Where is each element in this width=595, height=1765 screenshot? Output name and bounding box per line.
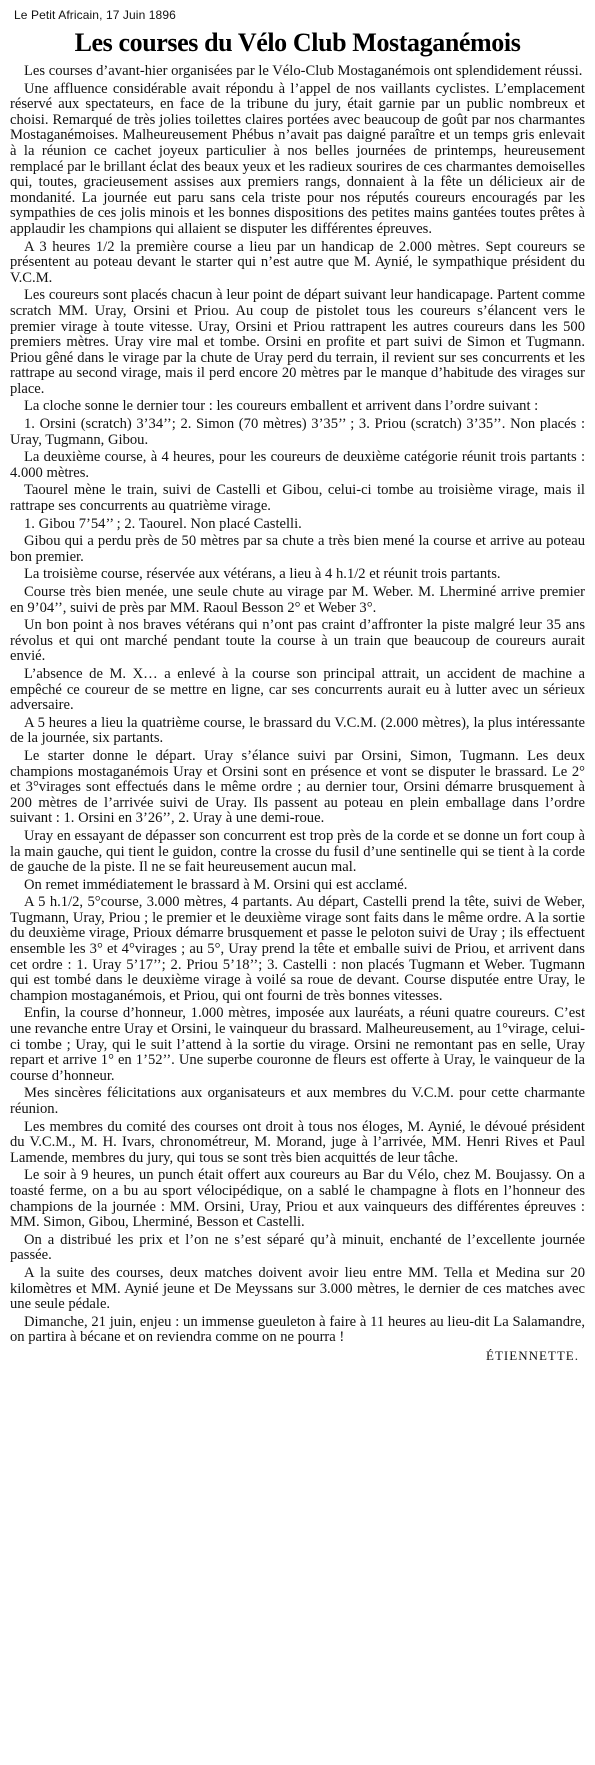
paragraph: La cloche sonne le dernier tour : les coureurs emballent et arrivent dans l’ordre suivant : <box>24 398 539 415</box>
paragraph: On a distribué les prix et l’on ne s’est séparé qu’à minuit, enchanté de l’excellente journée passée. <box>10 1231 585 1264</box>
paragraph: A la suite des courses, deux matches doivent avoir lieu entre MM. Tella et Medina sur 20 kilomètres et MM. Aynié jeune et De Meyssans sur 3.000 mètres, le dernier de ces matches avec une seule pédale. <box>10 1264 585 1313</box>
paragraph: Les coureurs sont placés chacun à leur point de départ suivant leur handicapage. Partent comme scratch MM. Uray, Orsini et Priou. Au coup de pistolet tous les coureurs s’élancent vers le premier virage à toute vitesse. Uray, Orsini et Priou rattrapent les autres coureurs dans les 500 premiers mètres. Uray vire mal et tombe. Orsini en profite et part suivi de Simon et Tugmann. Priou gêné dans le virage par la chute de Uray perd du terrain, il revient sur ses concurrents et les rattrape au second virage, mais il perd encore 20 mètres par le manque d’habitude des virages sur place. <box>10 287 585 397</box>
paragraph: On remet immédiatement le brassard à M. Orsini qui est acclamé. <box>24 876 408 893</box>
paragraph: L’absence de M. X… a enlevé à la course son principal attrait, un accident de machine a empêché ce coureur de se mettre en ligne, car ses concurrents aurait eu à lutter avec un sérieux adversaire. <box>10 665 585 714</box>
author-signature: ÉTIENNETTE. <box>486 1347 579 1363</box>
paragraph: Une affluence considérable avait répondu à l’appel de nos vaillants cyclistes. L’emplacement réservé aux spectateurs, en face de la tribune du jury, était garnie par un public nombreux et choisi. Remarqué de très jolies toilettes claires portées avec beaucoup de goût par nos charmantes Mostaganémoises. Malheureusement Phébus n’avait pas daigné paraître et un temps gris enlevait à la réunion ce cachet joyeux particulier à nos belles journées de printemps, heureusement remplacé par le brillant éclat des beaux yeux et les radieux sourires de ces charmantes demoiselles qui, toutes, gracieusement assises aux premiers rangs, donnaient à la fête un délicieux air de mondanité. La journée eut paru sans cela triste pour nos réputés coureurs encouragés par les sympathies de ces jolis minois et les bonnes dispositions des petites mains gantées toutes prêtes à applaudir les champions qui allaient se disputer les différentes épreuves. <box>10 80 585 237</box>
paragraph: Dimanche, 21 juin, enjeu : un immense gueuleton à faire à 11 heures au lieu-dit La Salamandre, on partira à bécane et on reviendra comme on ne pourra ! <box>10 1313 585 1346</box>
paragraph: Le soir à 9 heures, un punch était offert aux coureurs au Bar du Vélo, chez M. Boujassy. On a toasté ferme, on a bu au sport vélocipédique, on a sablé le champagne à flots en l’honneur des champions de la journée : MM. Orsini, Uray, Priou et aux vainqueurs des différentes épreuves : MM. Simon, Gibou, Lherminé, Besson et Castelli. <box>10 1167 585 1231</box>
paragraph: 1. Gibou 7’54’’ ; 2. Taourel. Non placé Castelli. <box>24 515 302 532</box>
paragraph: Enfin, la course d’honneur, 1.000 mètres, imposée aux lauréats, a réuni quatre coureurs. C’est une revanche entre Uray et Orsini, le vainqueur du brassard. Malheureusement, au 1°virage, celui-ci tombe ; Uray, qui le suit l’attend à la sortie du virage. Orsini ne remontant pas en selle, Uray repart et arrive 1° en 1’52’’. Une superbe couronne de fleurs est offerte à Uray, le vainqueur de la course d’honneur. <box>10 1005 585 1084</box>
paragraph: A 5 h.1/2, 5°course, 3.000 mètres, 4 partants. Au départ, Castelli prend la tête, suivi de Weber, Tugmann, Uray, Priou ; le premier et le deuxième virage sont faits dans le même ordre. A la sortie du deuxième virage, Prioux démarre brusquement et passe le peloton suivi de Uray ; ils effectuent ensemble les 3° et 4°virages ; au 5°, Uray prend la tête et emballe suivi de Priou, et arrivent dans cet ordre : 1. Uray 5’17’’; 2. Priou 5’18’’; 3. Castelli : non placés Tugmann et Weber. Tugmann qui est tombé dans le deuxième virage à voilé sa roue de devant. Course disputée entre Uray, le champion mostaganémois, et Priou, qui ont fourni de très bonnes vitesses. <box>10 894 585 1004</box>
paragraph: 1. Orsini (scratch) 3’34’’; 2. Simon (70 mètres) 3’35’’ ; 3. Priou (scratch) 3’35’’. Non placés : Uray, Tugmann, Gibou. <box>10 416 585 448</box>
source-line: Le Petit Africain, 17 Juin 1896 <box>14 8 176 22</box>
paragraph: Un bon point à nos braves vétérans qui n’ont pas craint d’affronter la piste malgré leur 35 ans révolus et qui ont marché pendant toute la course à un train que beaucoup de coureurs aurait envié. <box>10 617 585 665</box>
paragraph: Taourel mène le train, suivi de Castelli et Gibou, celui-ci tombe au troisième virage, mais il rattrape ses concurrents au quatrième virage. <box>10 482 585 515</box>
paragraph: Uray en essayant de dépasser son concurrent est trop près de la corde et se donne un fort coup à la main gauche, qui tient le guidon, contre la crosse du fusil d’une sentinelle qui se tient à la corde de gauche de la piste. Il ne se fait heureusement aucun mal. <box>10 827 585 876</box>
paragraph: Les courses d’avant-hier organisées par le Vélo-Club Mostaganémois ont splendidement réussi. <box>24 63 583 79</box>
paragraph: Gibou qui a perdu près de 50 mètres par sa chute a très bien mené la course et arrive au poteau bon premier. <box>10 533 585 565</box>
paragraph: La deuxième course, à 4 heures, pour les coureurs de deuxième catégorie réunit trois partants : 4.000 mètres. <box>10 449 585 481</box>
paragraph: Course très bien menée, une seule chute au virage par M. Weber. M. Lherminé arrive premier en 9’04’’, suivi de près par MM. Raoul Besson 2° et Weber 3°. <box>10 584 585 616</box>
article-title: Les courses du Vélo Club Mostaganémois <box>74 28 521 57</box>
paragraph: Mes sincères félicitations aux organisateurs et aux membres du V.C.M. pour cette charmante réunion. <box>10 1085 585 1117</box>
article-body <box>10 64 585 1346</box>
paragraph: A 5 heures a lieu la quatrième course, le brassard du V.C.M. (2.000 mètres), la plus intéressante de la journée, six partants. <box>10 714 585 747</box>
paragraph: Les membres du comité des courses ont droit à tous nos éloges, M. Aynié, le dévoué président du V.C.M., M. H. Ivars, chronométreur, M. Morand, juge à l’arrivée, MM. Henri Rives et Paul Lamende, membres du jury, qui tous se sont très bien acquittés de leur tâche. <box>10 1118 585 1166</box>
paragraph: La troisième course, réservée aux vétérans, a lieu à 4 h.1/2 et réunit trois partants. <box>24 566 501 583</box>
paragraph: A 3 heures 1/2 la première course a lieu par un handicap de 2.000 mètres. Sept coureurs se présentent au poteau devant le starter qui n’est autre que M. Aynié, le sympathique président du V.C.M. <box>10 238 585 286</box>
paragraph: Le starter donne le départ. Uray s’élance suivi par Orsini, Simon, Tugmann. Les deux champions mostaganémois Uray et Orsini sont en présence et vont se disputer le brassard. Le 2° et 3°virages sont effectués dans le même ordre ; au dernier tour, Orsini démarre brusquement à 200 mètres de l’arrivée suivi de Uray. Ils passent au poteau en plein emballage dans l’ordre suivant : 1. Orsini en 3’26’’, 2. Uray à une demi-roue. <box>10 747 585 827</box>
